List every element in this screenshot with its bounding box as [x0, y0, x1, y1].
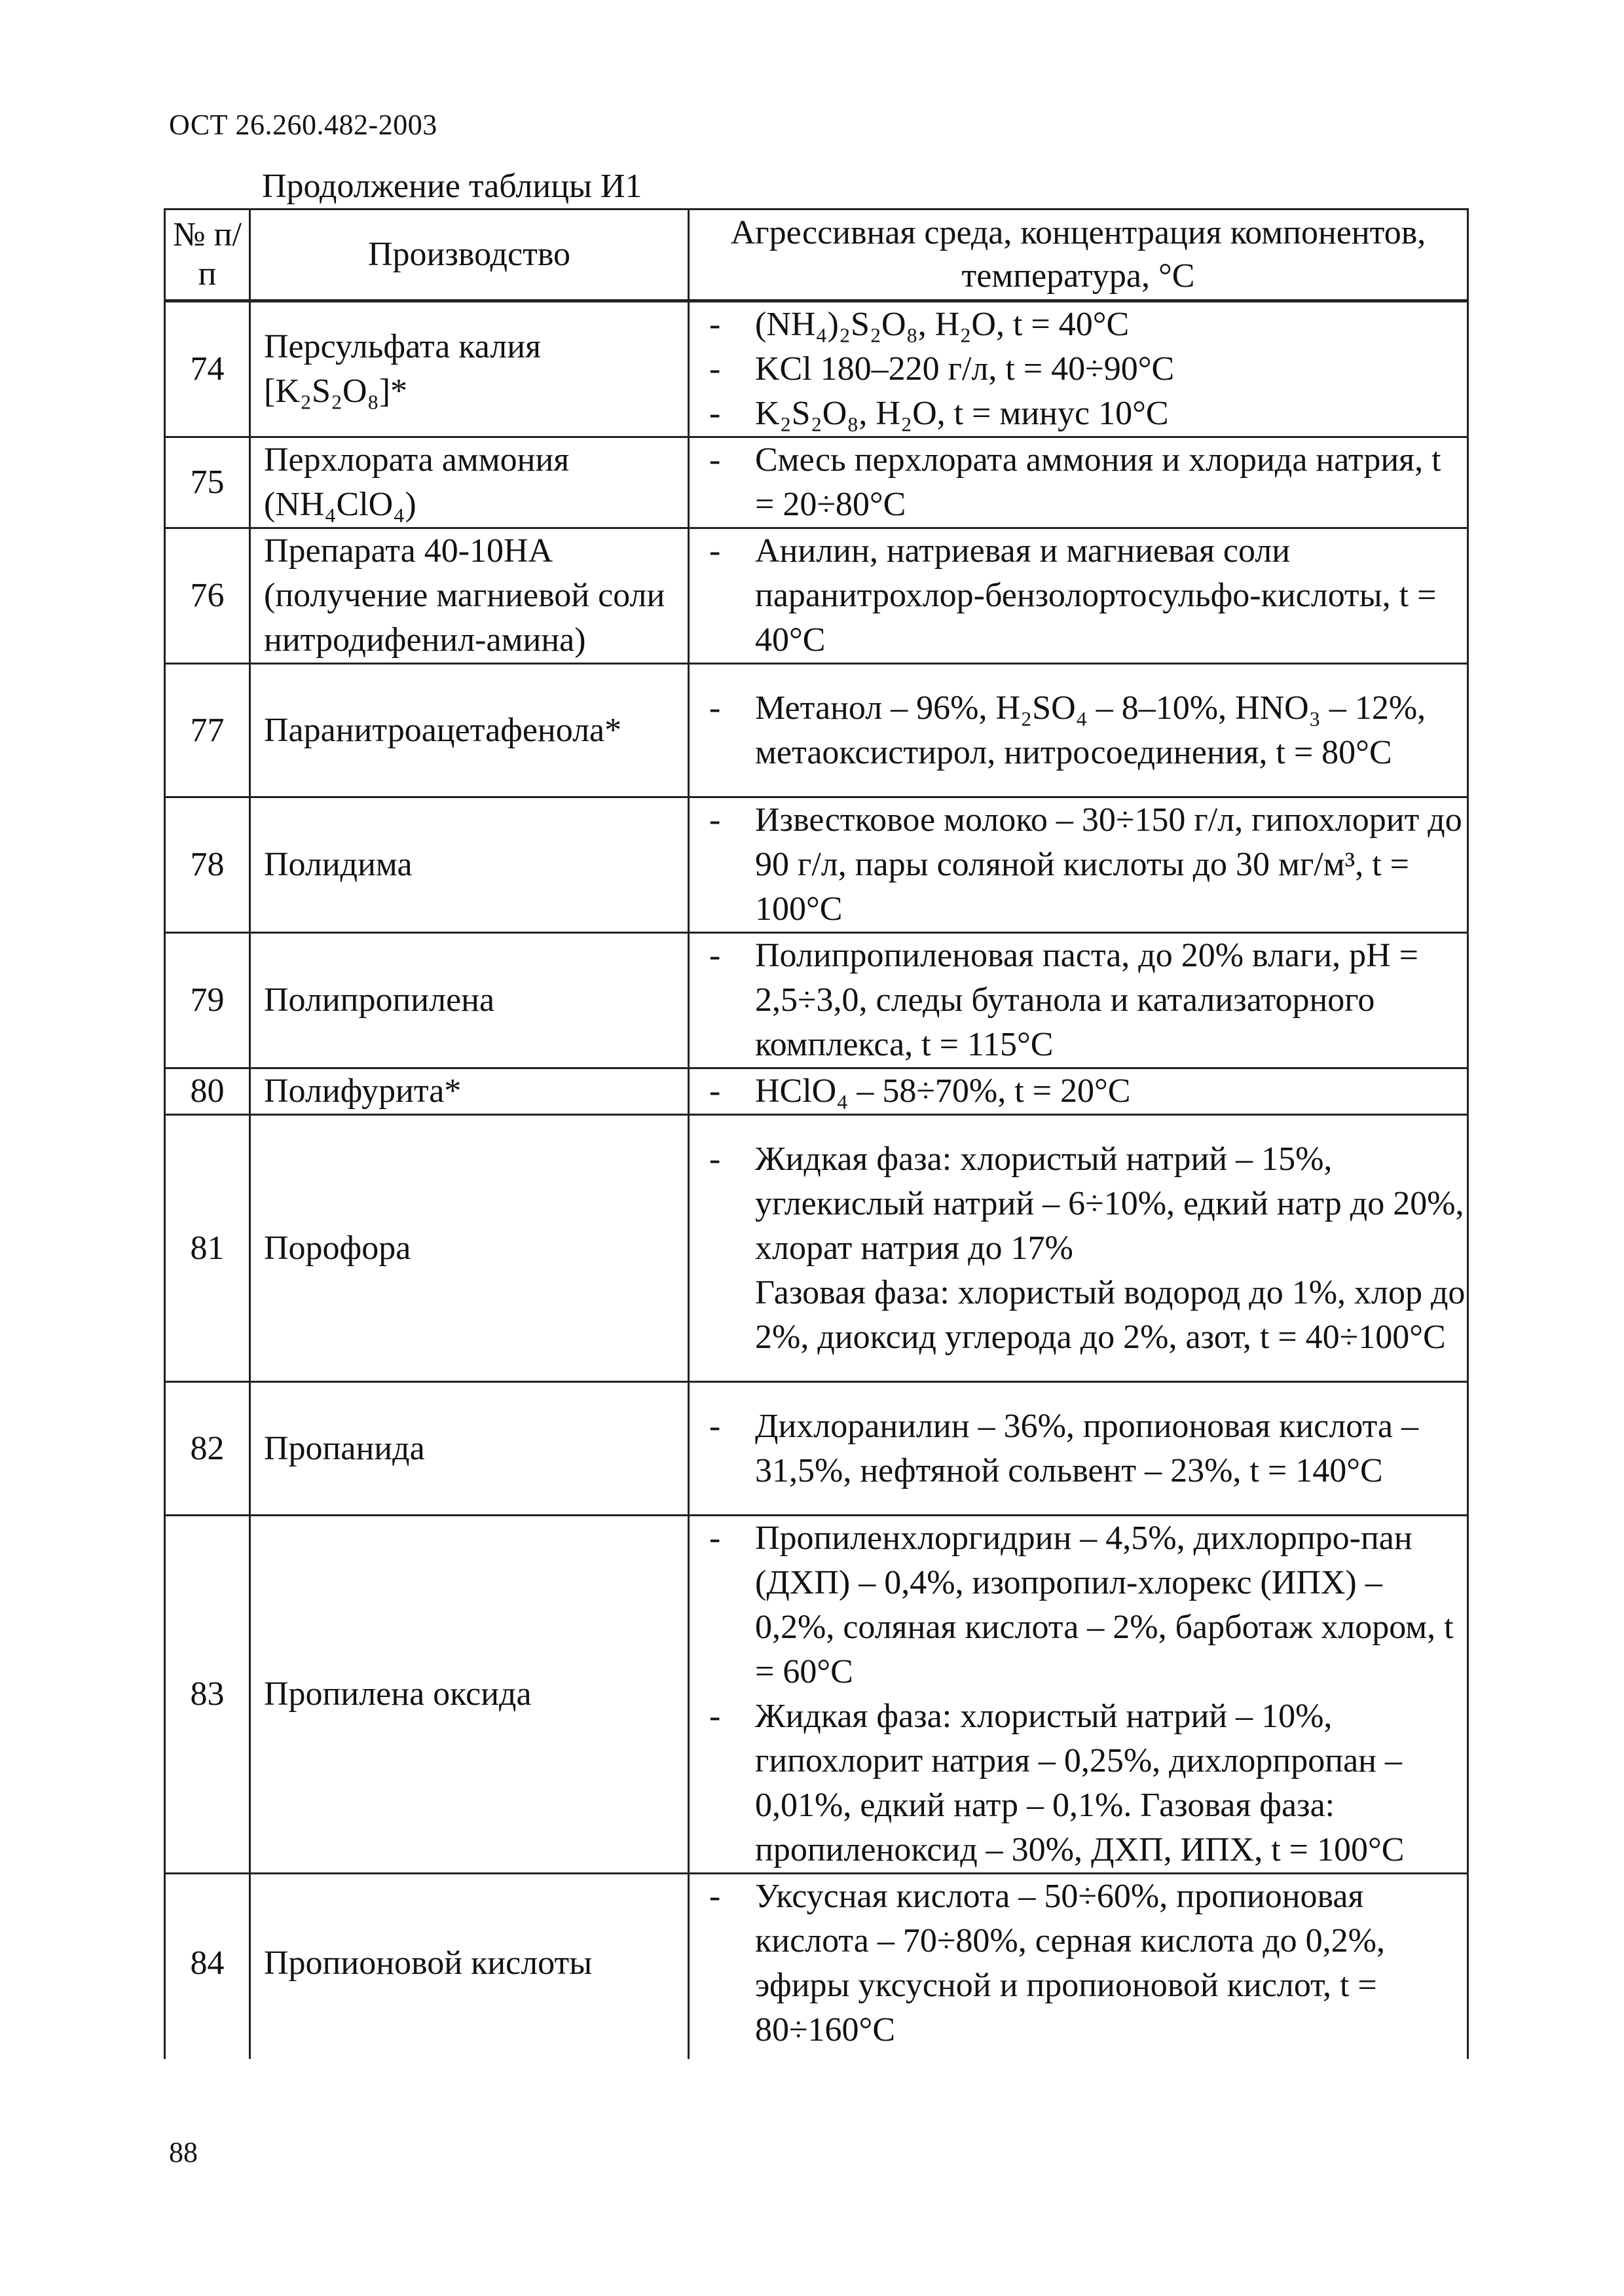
environment-item [690, 686, 1467, 775]
environment-text: Известковое молоко – 30÷150 г/л, гипохлорит до 90 г/л, пары соляной кислоты до 30 мг/м³, t = 100°С [755, 801, 1462, 928]
production-cell: Порофора [250, 1115, 689, 1382]
environment-item [690, 529, 1467, 663]
list-dash: - [709, 1878, 721, 1915]
header-production: Производство [250, 210, 689, 301]
row-number: 79 [165, 933, 250, 1068]
table-row [165, 1068, 1468, 1115]
table-caption: Продолжение таблицы И1 [262, 168, 642, 205]
environment-cell [689, 437, 1468, 528]
environment-cell [689, 1115, 1468, 1382]
list-dash: - [709, 306, 721, 343]
list-dash: - [709, 937, 721, 974]
environment-text: Дихлоранилин – 36%, пропионовая кислота – 31,5%, нефтяной сольвент – 23%, t = 140°С [755, 1407, 1418, 1489]
row-number: 78 [165, 797, 250, 933]
document-code: ОСТ 26.260.482-2003 [169, 109, 437, 141]
production-cell: Пропанида [250, 1382, 689, 1516]
environment-cell [689, 301, 1468, 437]
environment-item [690, 438, 1467, 527]
environment-item [690, 1271, 1467, 1360]
row-number: 82 [165, 1382, 250, 1516]
production-cell: Пропилена оксида [250, 1516, 689, 1874]
table-row [165, 1516, 1468, 1874]
environment-item [690, 798, 1467, 932]
environment-text: Анилин, натриевая и магниевая соли паранитрохлор-бензолортосульфо-кислоты, t = 40°С [755, 532, 1437, 659]
table-header-row [165, 210, 1468, 301]
production-cell: Препарата 40-10НА (получение магниевой соли нитродифенил-амина) [250, 528, 689, 664]
environment-item [690, 1069, 1467, 1114]
production-cell: Персульфата калия [K₂S₂O₈]* [250, 301, 689, 437]
environment-text: Смесь перхлората аммония и хлорида натрия, t = 20÷80°С [755, 441, 1441, 523]
row-number: 74 [165, 301, 250, 437]
list-dash: - [709, 350, 721, 388]
environment-cell [689, 1874, 1468, 2060]
list-dash: - [709, 1407, 721, 1445]
row-number: 84 [165, 1874, 250, 2060]
table-row [165, 664, 1468, 797]
list-dash: - [709, 441, 721, 479]
environment-text: Полипропиленовая паста, до 20% влаги, pH = 2,5÷3,0, следы бутанола и катализаторного комплекса, t = 115°С [755, 937, 1418, 1063]
environment-item [690, 1694, 1467, 1872]
environment-item [690, 347, 1467, 392]
production-cell: Перхлората аммония (NH₄ClO₄) [250, 437, 689, 528]
row-number: 77 [165, 664, 250, 797]
environment-item [690, 1516, 1467, 1694]
environment-item [690, 1874, 1467, 2052]
production-cell: Полипропилена [250, 933, 689, 1068]
environment-item [690, 302, 1467, 347]
row-number: 75 [165, 437, 250, 528]
production-cell: Паранитроацетафенола* [250, 664, 689, 797]
environment-cell [689, 664, 1468, 797]
environment-cell [689, 528, 1468, 664]
production-cell: Полифурита* [250, 1068, 689, 1115]
list-dash: - [709, 1072, 721, 1110]
list-dash: - [709, 1520, 721, 1557]
environment-text: Метанол – 96%, H₂SO₄ – 8–10%, HNO₃ – 12%, метаоксистирол, нитросоединения, t = 80°С [755, 689, 1426, 771]
production-cell: Полидима [250, 797, 689, 933]
environment-item [690, 1137, 1467, 1271]
list-dash: - [709, 532, 721, 570]
list-dash: - [709, 1698, 721, 1735]
environment-text: Жидкая фаза: хлористый натрий – 15%, углекислый натрий – 6÷10%, едкий натр до 20%, хлорат натрия до 17% [755, 1140, 1464, 1267]
environment-text: Уксусная кислота – 50÷60%, пропионовая кислота – 70÷80%, серная кислота до 0,2%, эфиры уксусной и пропионовой кислот, t = 80÷160°С [755, 1878, 1385, 2049]
header-num: № п/п [165, 210, 250, 301]
environment-cell [689, 1382, 1468, 1516]
environment-item [690, 1404, 1467, 1493]
row-number: 83 [165, 1516, 250, 1874]
environment-cell [689, 797, 1468, 933]
table-row [165, 797, 1468, 933]
environment-cell [689, 1516, 1468, 1874]
environment-text: Пропиленхлоргидрин – 4,5%, дихлорпро-пан (ДХП) – 0,4%, изопропил-хлорекс (ИПХ) – 0,2%, соляная кислота – 2%, барботаж хлором, t = 60°С [755, 1520, 1454, 1690]
table-row [165, 1874, 1468, 2060]
table-row [165, 437, 1468, 528]
table-row [165, 933, 1468, 1068]
table-row [165, 528, 1468, 664]
table-row [165, 1382, 1468, 1516]
environment-cell [689, 933, 1468, 1068]
list-dash: - [709, 689, 721, 727]
list-dash: - [709, 801, 721, 839]
environment-text: KCl 180–220 г/л, t = 40÷90°С [755, 350, 1175, 388]
aggressive-media-table [164, 208, 1469, 2059]
environment-text: HClO₄ – 58÷70%, t = 20°С [755, 1072, 1131, 1110]
row-number: 81 [165, 1115, 250, 1382]
row-number: 80 [165, 1068, 250, 1115]
environment-item [690, 392, 1467, 436]
list-dash: - [709, 395, 721, 432]
production-cell: Пропионовой кислоты [250, 1874, 689, 2060]
environment-cell [689, 1068, 1468, 1115]
page-number: 88 [169, 2136, 198, 2168]
table-row [165, 301, 1468, 437]
environment-text: (NH₄)₂S₂O₈, H₂O, t = 40°С [755, 306, 1130, 343]
environment-text: Газовая фаза: хлористый водород до 1%, хлор до 2%, диоксид углерода до 2%, азот, t = 40÷100°С [755, 1273, 1466, 1356]
header-environment: Агрессивная среда, концентрация компонентов, температура, °С [689, 210, 1468, 301]
list-dash: - [709, 1140, 721, 1178]
environment-text: K₂S₂O₈, H₂O, t = минус 10°С [755, 395, 1169, 432]
environment-text: Жидкая фаза: хлористый натрий – 10%, гипохлорит натрия – 0,25%, дихлорпропан – 0,01%, едкий натр – 0,1%. Газовая фаза: пропиленоксид – 30%, ДХП, ИПХ, t = 100°С [755, 1698, 1405, 1868]
table-row [165, 1115, 1468, 1382]
environment-item [690, 934, 1467, 1067]
row-number: 76 [165, 528, 250, 664]
